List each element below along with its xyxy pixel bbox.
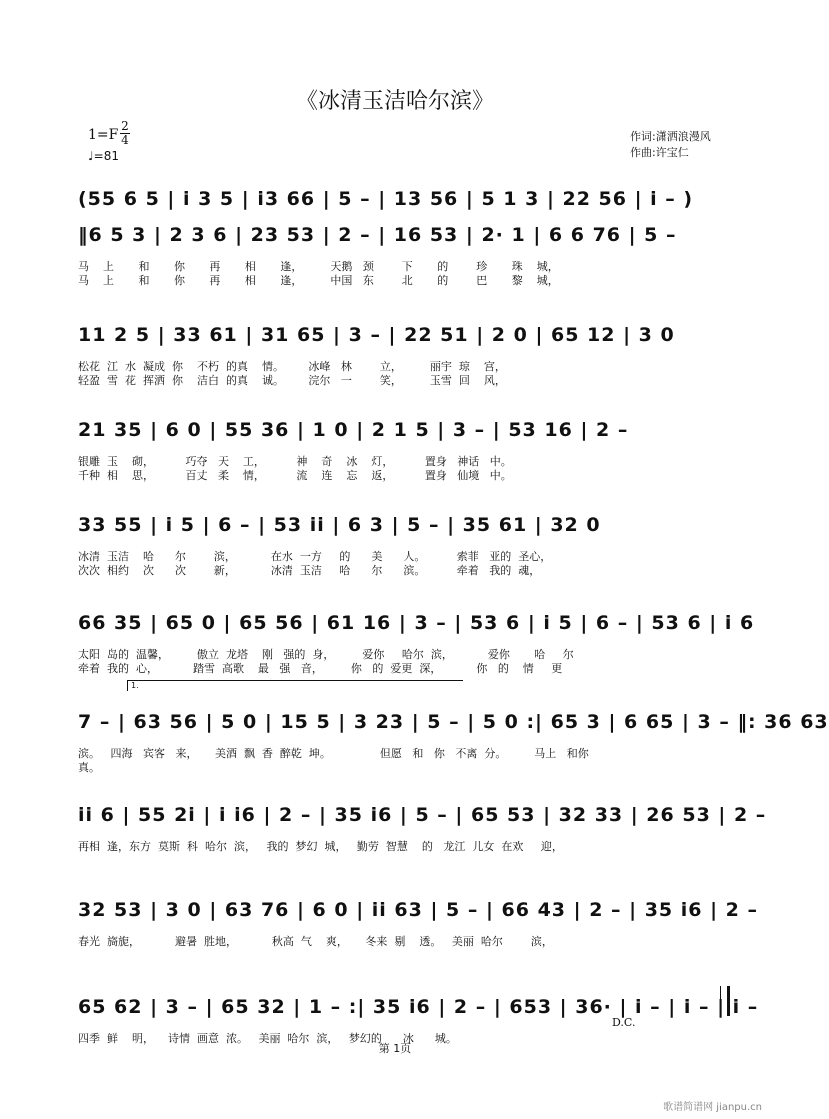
notation-line: ii 6 | 55 2i | i i6 | 2 – | 35 i6 | 5 – | 65 53 | 32 33 | 26 53 | 2 – bbox=[78, 804, 767, 826]
da-capo-mark: D.C. bbox=[612, 1016, 636, 1029]
notation-line: 33 55 | i 5 | 6 – | 53 ii | 6 3 | 5 – | 35 61 | 32 0 bbox=[78, 514, 601, 536]
lyric-line: 马 上 和 你 再 相 逢， 天鹅 颈 下 的 珍 珠 城， bbox=[78, 260, 559, 273]
quarter-note-icon: ♩ bbox=[88, 149, 94, 163]
score-system bbox=[78, 310, 730, 388]
lyric-line: 真。 bbox=[78, 761, 100, 774]
first-ending-bracket: 1. bbox=[127, 680, 463, 691]
lyric-line: 牵着 我的 心， 踏雪 高歌 最 强 音， 你 的 爱更 深， 你 的 情 更 bbox=[78, 662, 563, 675]
key-signature: 1=F bbox=[88, 127, 119, 143]
page-number: 第 1页 bbox=[378, 1042, 412, 1055]
notation-line: 65 62 | 3 – | 65 32 | 1 – :| 35 i6 | 2 – | 653 | 36· | i – | i – | i – bbox=[78, 996, 759, 1018]
tempo-marking: ♩=81 bbox=[88, 149, 119, 163]
notation-line: 66 35 | 65 0 | 65 56 | 61 16 | 3 – | 53 6 | i 5 | 6 – | 53 6 | i 6 bbox=[78, 612, 755, 634]
score-system bbox=[78, 210, 730, 288]
score-system bbox=[78, 697, 829, 775]
lyric-line: 马 上 和 你 再 相 逢， 中国 东 北 的 巴 黎 城， bbox=[78, 274, 559, 287]
notation-line: ‖6 5 3 | 2 3 6 | 23 53 | 2 – | 16 53 | 2· 1 | 6 6 76 | 5 – bbox=[78, 224, 677, 246]
lyric-line: 松花 江 水 凝成 你 不朽 的真 情。 冰峰 林 立， 丽宇 琼 宫， bbox=[78, 360, 506, 373]
lyric-line: 冰清 玉洁 哈 尔 滨， 在水 一方 的 美 人。 索菲 亚的 圣心， bbox=[78, 550, 552, 563]
notation-line: 21 35 | 6 0 | 55 36 | 1 0 | 2 1 5 | 3 – | 53 16 | 2 – bbox=[78, 419, 629, 441]
notation-line: (55 6 5 | i 3 5 | i3 66 | 5 – | 13 56 | 5 1 3 | 22 56 | i – ) bbox=[78, 188, 694, 210]
score-system bbox=[78, 885, 758, 949]
lyricist-credit: 作词:潇洒浪漫风 bbox=[630, 130, 711, 143]
lyric-line: 次次 相约 次 次 新， 冰清 玉洁 哈 尔 滨。 牵着 我的 魂， bbox=[78, 564, 541, 577]
notation-line: 32 53 | 3 0 | 63 76 | 6 0 | ii 63 | 5 – | 66 43 | 2 – | 35 i6 | 2 – bbox=[78, 899, 758, 921]
lyric-line: 太阳 岛的 温馨， 傲立 龙塔 刚 强的 身， 爱你 哈尔 滨， 爱你 哈 尔 bbox=[78, 648, 574, 661]
score-system bbox=[78, 500, 730, 578]
score-system bbox=[78, 598, 755, 676]
time-sig-top: 2 bbox=[121, 119, 129, 133]
lyric-line: 千种 相 思， 百丈 柔 情， 流 连 忘 返， 置身 仙境 中。 bbox=[78, 469, 512, 482]
score-system bbox=[78, 982, 759, 1046]
lyric-line: 春光 旖旎， 避暑 胜地， 秋高 气 爽， 冬来 剔 透。 美丽 哈尔 滨， bbox=[78, 935, 553, 948]
lyric-line: 再相 逢，东方 莫斯 科 哈尔 滨， 我的 梦幻 城， 勤劳 智慧 的 龙江 儿女 在欢 迎， bbox=[78, 840, 563, 853]
score-system bbox=[78, 790, 767, 854]
composer-credit: 作曲:许宝仁 bbox=[630, 146, 689, 159]
lyric-line: 滨。 四海 宾客 来， 美酒 飘 香 醉乾 坤。 但愿 和 你 不离 分。 马上 和你 bbox=[78, 747, 589, 760]
score-system bbox=[78, 405, 730, 483]
time-sig-bottom: 4 bbox=[121, 133, 129, 147]
lyric-line: 轻盈 雪 花 挥洒 你 洁白 的真 诚。 浣尔 一 笑， 玉雪 回 风， bbox=[78, 374, 506, 387]
lyric-line: 四季 鲜 明， 诗情 画意 浓。 美丽 哈尔 滨， 梦幻的 冰 城。 bbox=[78, 1032, 457, 1045]
notation-line: 7 – | 63 56 | 5 0 | 15 5 | 3 23 | 5 – | 5 0 :| 65 3 | 6 65 | 3 – ‖: 36 63 bbox=[78, 711, 829, 733]
song-title: 《冰清玉洁哈尔滨》 bbox=[295, 89, 494, 114]
watermark: 歌谱简谱网 jianpu.cn bbox=[663, 1102, 762, 1113]
notation-line: 11 2 5 | 33 61 | 31 65 | 3 – | 22 51 | 2 0 | 65 12 | 3 0 bbox=[78, 324, 675, 346]
final-barline bbox=[720, 986, 730, 1016]
time-signature bbox=[120, 120, 130, 147]
lyric-line: 银雕 玉 砌， 巧夺 天 工， 神 奇 冰 灯， 置身 神话 中。 bbox=[78, 455, 512, 468]
score-system bbox=[78, 174, 730, 210]
